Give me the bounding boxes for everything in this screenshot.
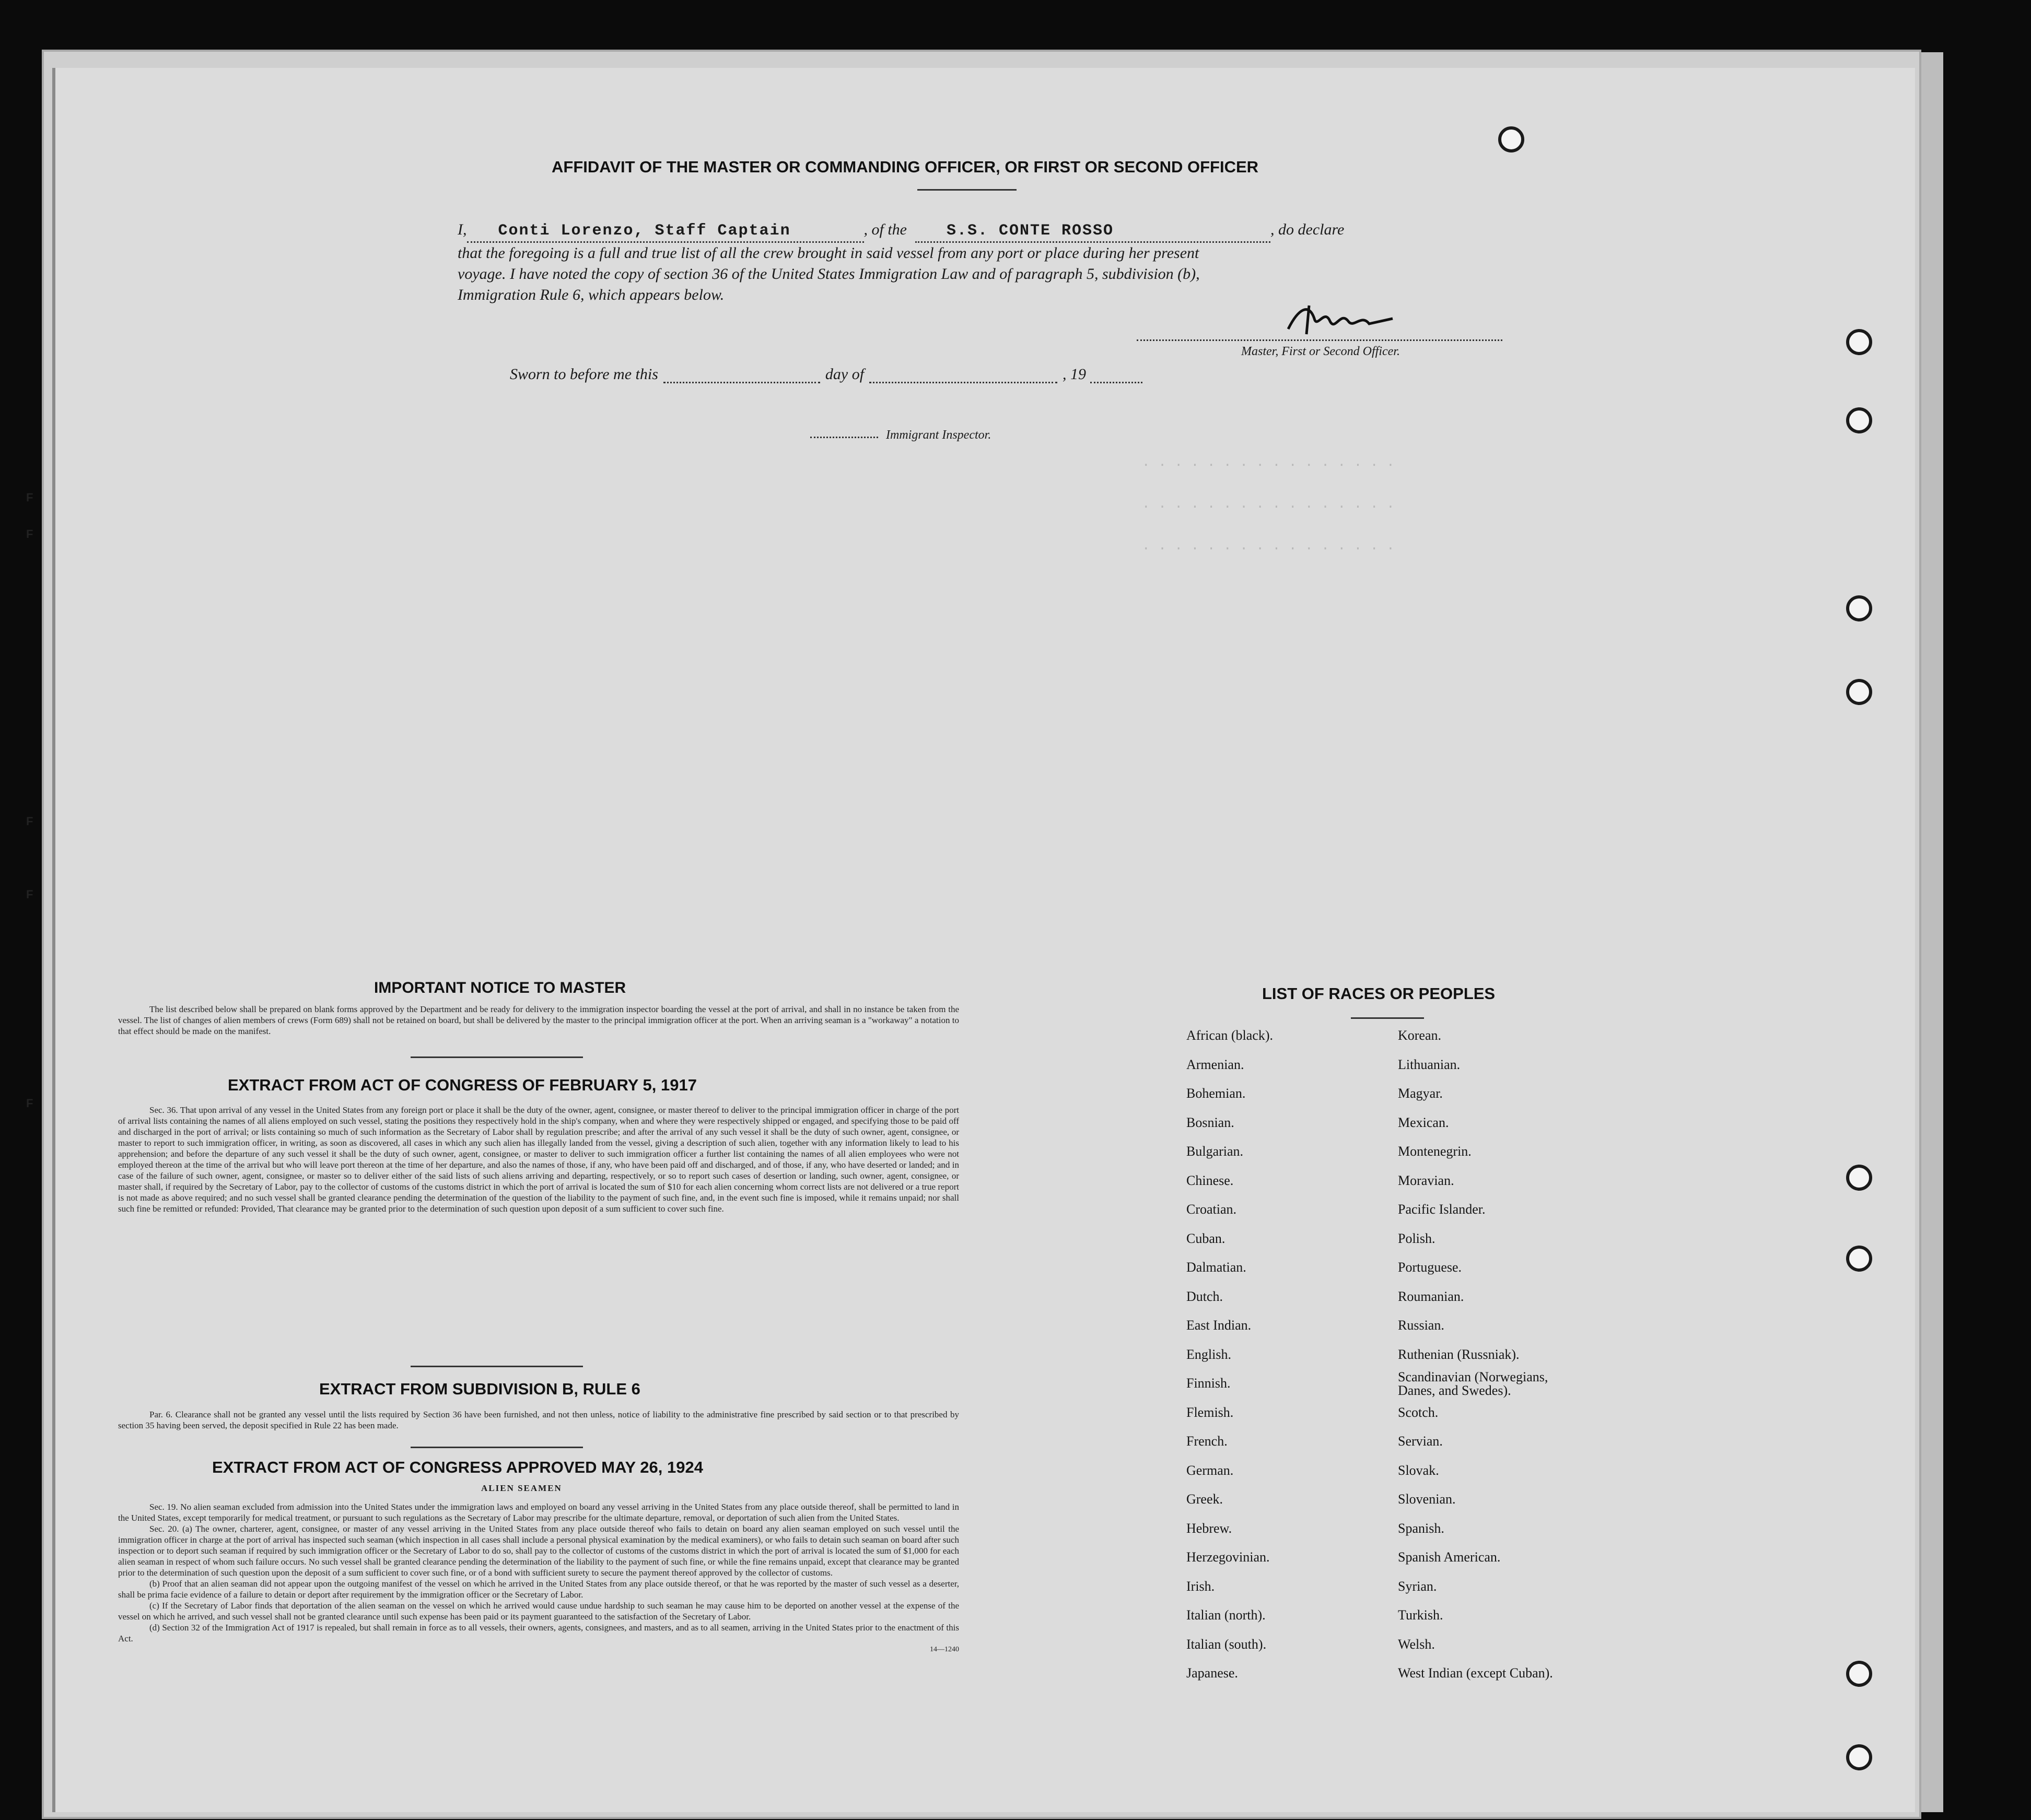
race-item: Armenian. <box>1186 1056 1244 1072</box>
bleed-through-text: . . . . . . . . . . . . . . . . <box>1142 538 1395 554</box>
section-rule <box>411 1056 583 1058</box>
race-item: Scotch. <box>1398 1404 1439 1420</box>
binder-hole <box>1846 407 1872 433</box>
race-item: Dalmatian. <box>1186 1260 1246 1275</box>
race-item: Cuban. <box>1186 1230 1225 1246</box>
race-item: Mexican. <box>1398 1114 1449 1130</box>
binder-hole <box>1846 329 1872 355</box>
binder-hole <box>1846 1165 1872 1191</box>
sworn-label: Sworn to before me this <box>510 366 658 383</box>
section-rule <box>411 1447 583 1448</box>
day-of-label: day of <box>825 366 865 383</box>
affidavit-line-3: voyage. I have noted the copy of section 36 of the United States Immigration Law and of paragraph 5, subdivision (b), <box>458 265 1200 283</box>
margin-mark: F <box>26 491 33 504</box>
sec-20b-text: (b) Proof that an alien seaman did not appear upon the outgoing manifest of the vessel on which he arrived in the United States from any place outside thereof, or that he was reported by the master of such vessel as a deserter, shall be prima facie evidence of a failure to detain or deport after requirement by the immigration officer or the Secretary of Labor. <box>118 1579 959 1600</box>
declare-label: , do declare <box>1270 221 1345 238</box>
binder-hole <box>1498 126 1524 152</box>
race-item: Japanese. <box>1186 1665 1238 1681</box>
race-item: Spanish American. <box>1398 1549 1501 1565</box>
year-label: , 19 <box>1063 366 1087 383</box>
inspector-caption: Immigrant Inspector. <box>886 428 991 442</box>
signature-line <box>1137 339 1502 341</box>
race-item: Magyar. <box>1398 1086 1443 1101</box>
affidavit-body <box>458 219 1528 306</box>
race-item: Croatian. <box>1186 1202 1237 1217</box>
race-item: Ruthenian (Russniak). <box>1398 1346 1520 1362</box>
race-item: Slovak. <box>1398 1462 1439 1478</box>
race-item: Bosnian. <box>1186 1114 1234 1130</box>
races-rule <box>1351 1017 1424 1019</box>
race-item: African (black). <box>1186 1028 1274 1043</box>
race-item: Greek. <box>1186 1492 1223 1507</box>
sec-20c-text: (c) If the Secretary of Labor finds that deportation of the alien seaman on the vessel on which he arrived would cause undue hardship to such seaman he may cause him to be deported on another vessel at the expense of the vessel on which he arrived, and such vessel shall not be granted clearance until such expense has been paid or its payment guaranteed to the satisfaction of the Secretary of Labor. <box>118 1601 959 1622</box>
extract-1924-body <box>118 1501 959 1655</box>
margin-mark: F <box>26 1097 33 1110</box>
binder-hole <box>1846 679 1872 705</box>
race-item: Servian. <box>1398 1434 1443 1449</box>
race-item: Flemish. <box>1186 1404 1234 1420</box>
race-item: East Indian. <box>1186 1318 1252 1333</box>
race-item: Slovenian. <box>1398 1492 1456 1507</box>
affidavit-line-2: that the foregoing is a full and true list of all the crew brought in said vessel from any port or place during her present <box>458 244 1199 262</box>
race-item: West Indian (except Cuban). <box>1398 1665 1553 1681</box>
sworn-line <box>510 366 1142 383</box>
officer-signature <box>1278 298 1403 345</box>
margin-mark: F <box>26 888 33 901</box>
extract-1917-title: EXTRACT FROM ACT OF CONGRESS OF FEBRUARY 5, 1917 <box>228 1076 697 1094</box>
race-item: French. <box>1186 1434 1228 1449</box>
race-item: Korean. <box>1398 1028 1442 1043</box>
binder-hole <box>1846 595 1872 621</box>
race-item: Russian. <box>1398 1318 1444 1333</box>
extract-1917-text: Sec. 36. That upon arrival of any vessel in the United States from any foreign port or place it shall be the duty of the owner, agent, consignee, or master thereof to deliver to the principal immigration officer in charge of the port of arrival lists containing the names of all aliens employed on such vessel, stating the positions they respectively hold in the ship's company, when and where they were respectively shipped or engaged, and specifying those to be paid off and discharged in the port of arrival; or lists containing so much of such information as the Secretary of Labor shall by regulation prescribe; and after the arrival of any such vessel it shall be the duty of such owner, agent, consignee, or master to report to such immigration officer, in writing, as soon as discovered, all cases in which any such alien has illegally landed from the vessel, giving a description of such alien, together with any information likely to lead to his apprehension; and before the departure of any such vessel it shall be the duty of such owner, agent, consignee, or master to deliver to such immigration officer a further list containing the names of all alien employees who were not employed thereon at the time of the arrival but who will leave port thereon at the time of her departure, and also the names of those, if any, who have been paid off and discharged, and of those, if any, who have deserted or landed; and in case of the failure of such owner, agent, consignee, or master so to deliver either of the said lists of such aliens arriving and departing, respectively, or so to report such cases of desertion or landing, such owner, agent, consignee, or master shall, if required by the Secretary of Labor, pay to the collector of customs of the customs district in which the port of arrival is located the sum of $10 for each alien concerning whom correct lists are not delivered or a true report is not made as above required; and no such vessel shall be granted clearance pending the determination of the question of the liability to the payment of such fine, and, in the event such fine is imposed, while it remains unpaid; nor shall such fine be remitted or refunded: Provided, That clearance may be granted prior to the determination of such question upon deposit of a sum sufficient to cover such fine. <box>118 1105 959 1214</box>
form-number: 14—1240 <box>930 1646 959 1653</box>
race-item: Italian (north). <box>1186 1607 1266 1623</box>
margin-mark: F <box>26 815 33 828</box>
race-item: Hebrew. <box>1186 1520 1232 1536</box>
affidavit-i: I, <box>458 221 467 238</box>
binder-hole <box>1846 1661 1872 1687</box>
race-item: Roumanian. <box>1398 1288 1464 1304</box>
signature-caption: Master, First or Second Officer. <box>1241 345 1400 358</box>
extract-rule6-title: EXTRACT FROM SUBDIVISION B, RULE 6 <box>319 1380 640 1398</box>
extract-1924-title: EXTRACT FROM ACT OF CONGRESS APPROVED MAY 26, 1924 <box>212 1458 703 1476</box>
notice-title: IMPORTANT NOTICE TO MASTER <box>374 979 626 996</box>
race-item: Spanish. <box>1398 1520 1444 1536</box>
race-item: Italian (south). <box>1186 1636 1267 1652</box>
race-item: Bulgarian. <box>1186 1144 1244 1159</box>
extract-rule6-text: Par. 6. Clearance shall not be granted any vessel until the lists required by Section 36 have been furnished, and not then unless, notice of liability to the administrative fine prescribed by said section or to that prescribed by section 35 having been served, the deposit specified in Rule 22 has been made. <box>118 1410 959 1430</box>
race-item: Irish. <box>1186 1578 1215 1594</box>
race-item: Bohemian. <box>1186 1086 1246 1101</box>
races-title: LIST OF RACES OR PEOPLES <box>1262 984 1496 1003</box>
title-rule <box>917 189 1017 191</box>
of-the-label: , of the <box>863 221 907 238</box>
race-item: Moravian. <box>1398 1172 1454 1188</box>
race-item: Chinese. <box>1186 1172 1234 1188</box>
vessel-name: S.S. CONTE ROSSO <box>947 222 1114 240</box>
race-item: Syrian. <box>1398 1578 1437 1594</box>
sec-20a-text: Sec. 20. (a) The owner, charterer, agent, consignee, or master of any vessel arriving in the United States from any place outside thereof who fails to detain on board any alien seaman employed on such vessel until the immigration officer in charge at the port of arrival has inspected such seaman (which inspection in all cases shall include a personal physical examination by the medical examiners), or who fails to detain such seaman on board after such inspection or to deport such seaman if required by such immigration officer or the Secretary of Labor to do so, shall pay to the collector of customs of the customs district in which the port of arrival is located the sum of $1,000 for each alien seaman in respect of whom such failure occurs. No such vessel shall be granted clearance pending the determination of the liability to the payment of such fine, or while the fine remains unpaid, except that clearance may be granted prior to the determination of such question upon the deposit of a sum sufficient to cover such fine, or of a bond with sufficient surety to secure the payment thereof approved by the collector of customs. <box>118 1524 959 1578</box>
inspector-line <box>810 437 878 438</box>
sec-20d-text: (d) Section 32 of the Immigration Act of 1917 is repealed, but shall remain in force as to all vessels, their owners, agents, consignees, and masters, and as to all seamen, arriving in the United States prior to the enactment of this Act. <box>118 1623 959 1643</box>
race-item: Pacific Islander. <box>1398 1202 1486 1217</box>
manifest-page <box>52 68 1915 1812</box>
bleed-through-text: . . . . . . . . . . . . . . . . <box>1142 454 1395 470</box>
race-item: Scandinavian (Norwegians, Danes, and Swedes). <box>1398 1369 1548 1398</box>
affidavit-line-4: Immigration Rule 6, which appears below. <box>458 286 725 303</box>
margin-mark: F <box>26 527 33 541</box>
race-item: Turkish. <box>1398 1607 1443 1623</box>
race-item: Dutch. <box>1186 1288 1223 1304</box>
notice-text: The list described below shall be prepared on blank forms approved by the Department and be ready for delivery to the immigration inspector boarding the vessel at the port of arrival, and shall in no instance be taken from the vessel. The list of changes of alien members of crews (Form 689) shall not be retained on board, but shall be delivered by the master to the principal immigration officer at the port. When an arriving seaman is a "workaway" a notation to that effect should be made on the manifest. <box>118 1004 959 1036</box>
race-item: Lithuanian. <box>1398 1056 1461 1072</box>
race-item: Montenegrin. <box>1398 1144 1472 1159</box>
race-item: Welsh. <box>1398 1636 1435 1652</box>
section-rule <box>411 1366 583 1367</box>
race-item: Finnish. <box>1186 1376 1231 1391</box>
binder-hole <box>1846 1744 1872 1770</box>
race-item: English. <box>1186 1346 1231 1362</box>
race-item: Polish. <box>1398 1230 1435 1246</box>
race-item: German. <box>1186 1462 1234 1478</box>
race-item: Portuguese. <box>1398 1260 1462 1275</box>
affidavit-title: AFFIDAVIT OF THE MASTER OR COMMANDING OFFICER, OR FIRST OR SECOND OFFICER <box>552 158 1259 176</box>
binder-hole <box>1846 1246 1872 1272</box>
bleed-through-text: . . . . . . . . . . . . . . . . <box>1142 496 1395 512</box>
sec-19-text: Sec. 19. No alien seaman excluded from admission into the United States under the immigration laws and employed on board any vessel arriving in the United States from any place outside thereof, shall be permitted to land in the United States, except temporarily for medical treatment, or pursuant to such regulations as the Secretary of Labor may prescribe for the ultimate departure, removal, or deportation of such alien from the United States. <box>118 1502 959 1523</box>
race-item: Herzegovinian. <box>1186 1549 1270 1565</box>
officer-name: Conti Lorenzo, Staff Captain <box>498 222 791 240</box>
alien-seamen-subtitle: ALIEN SEAMEN <box>481 1483 562 1493</box>
